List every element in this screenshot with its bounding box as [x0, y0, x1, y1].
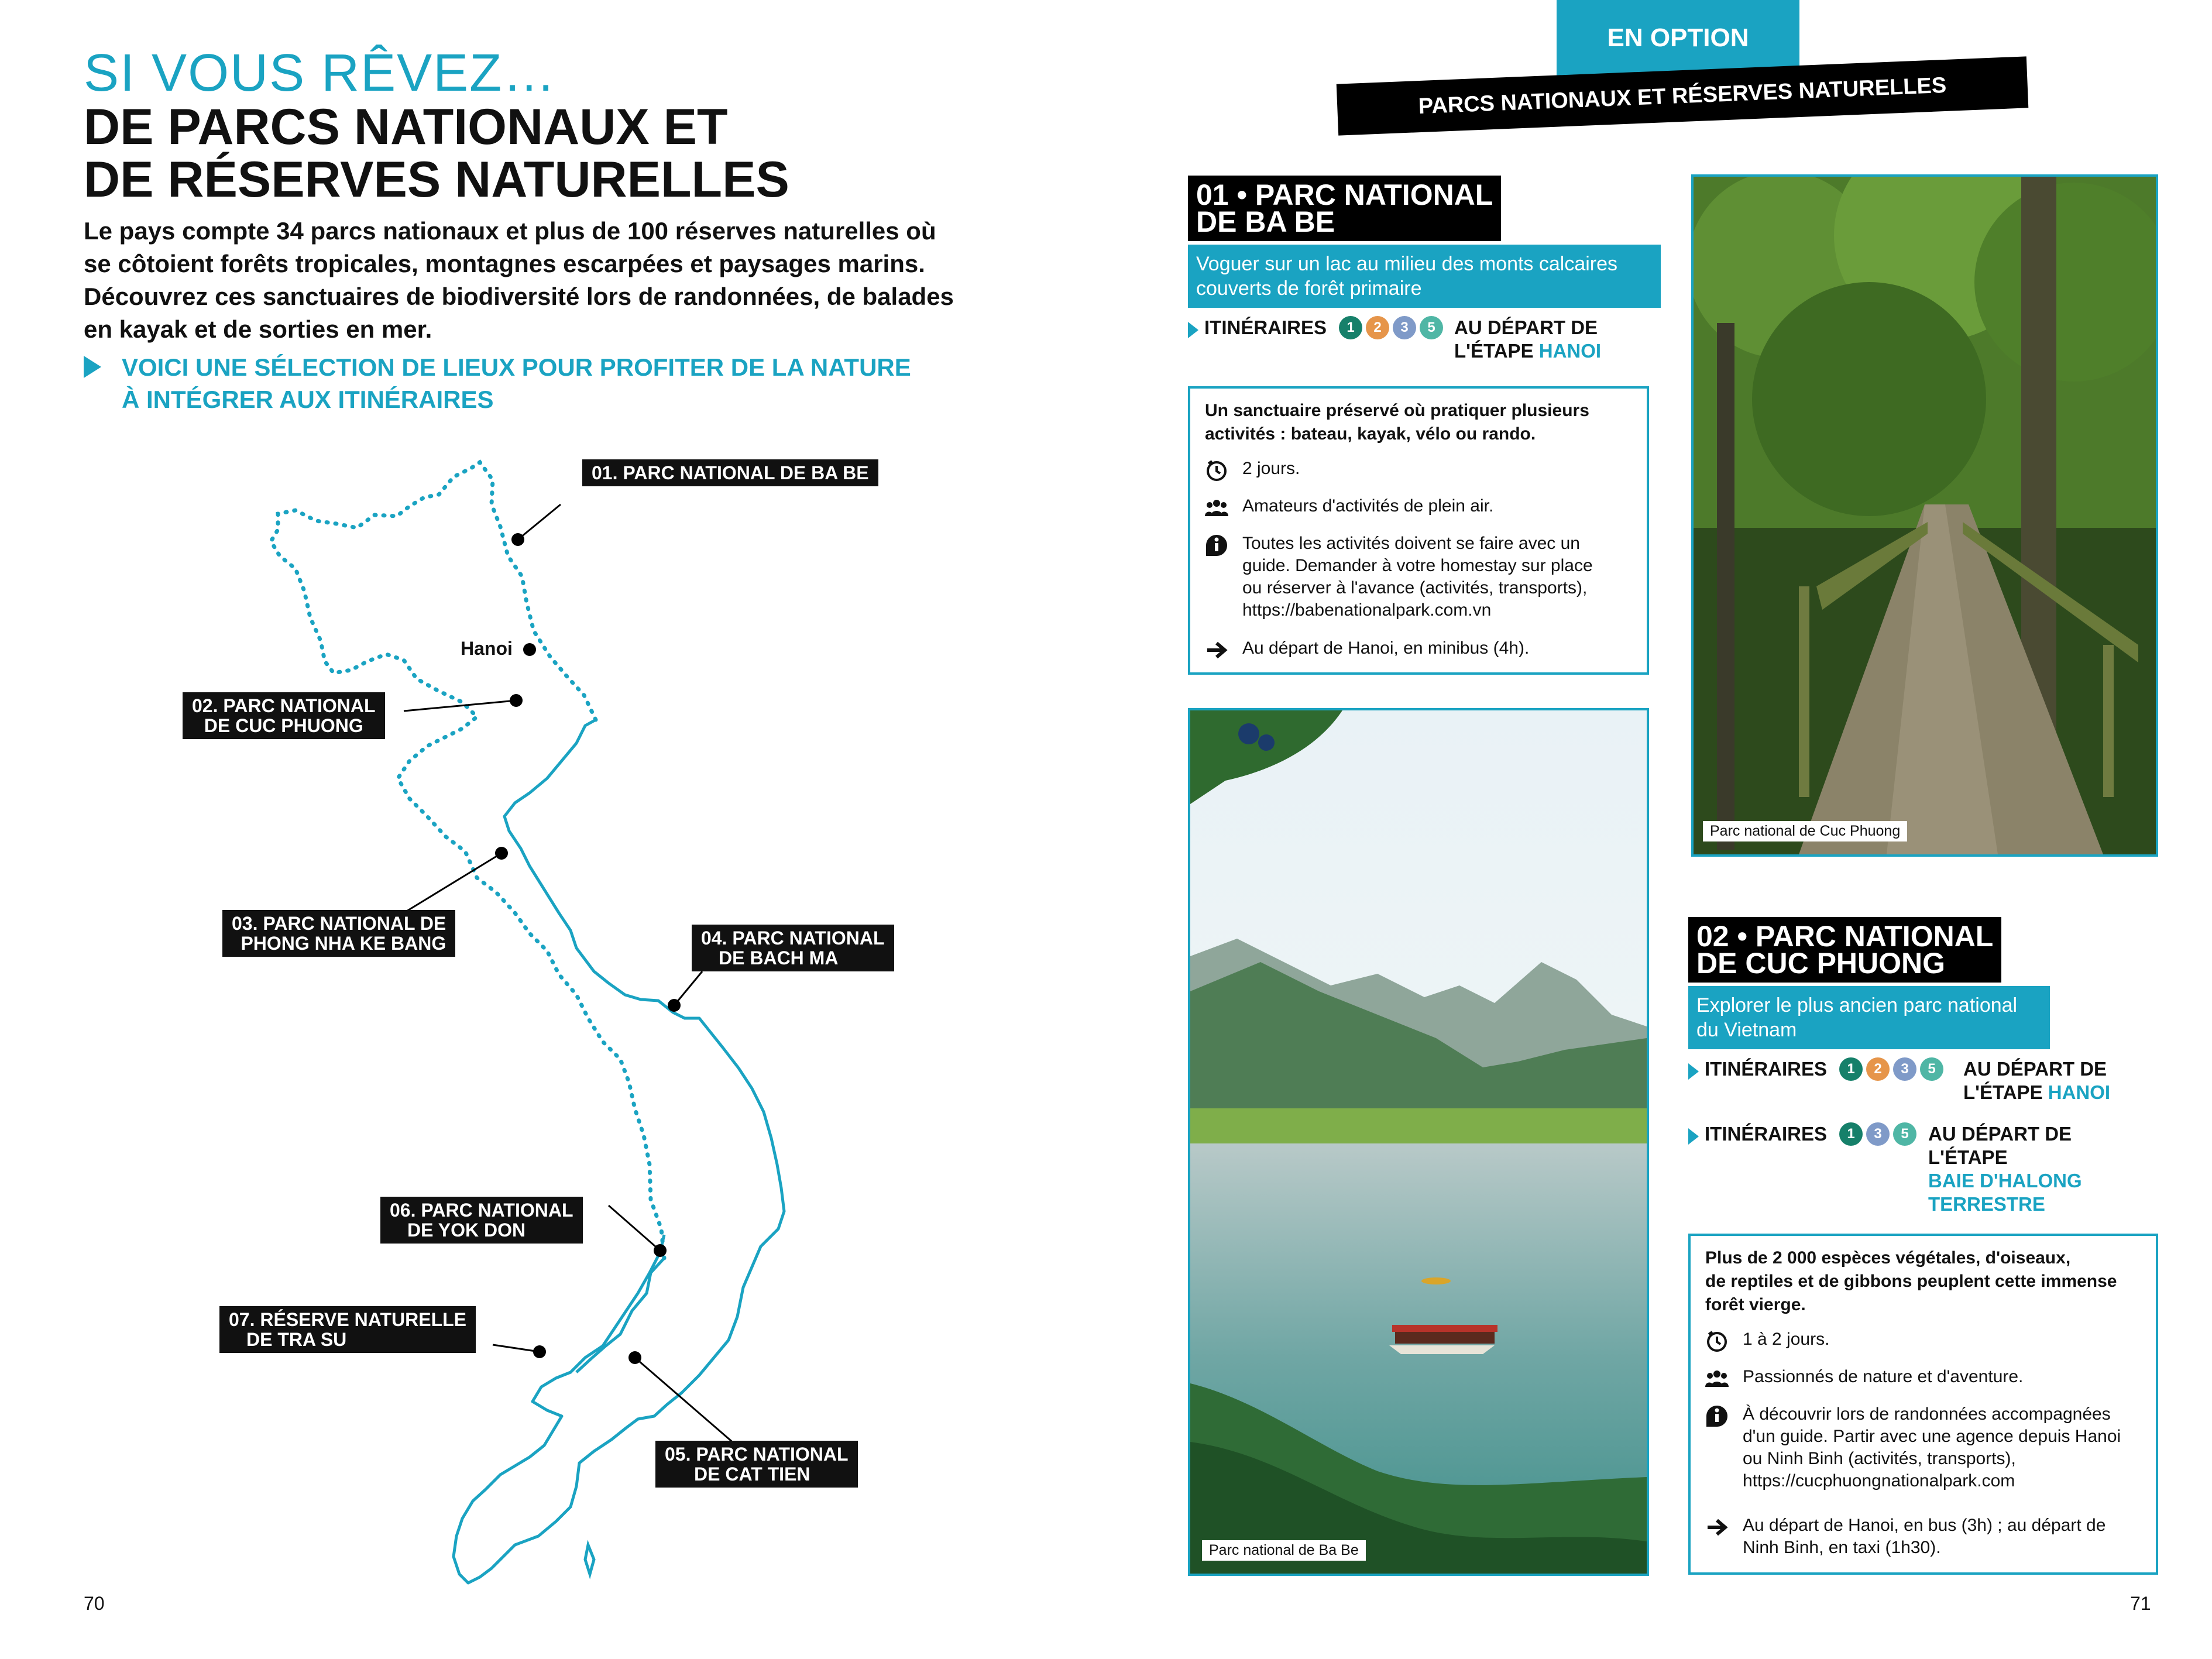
- itinerary-badge-2: 2: [1366, 316, 1389, 339]
- page-number-left: 70: [84, 1593, 105, 1614]
- map-label-yok-don: 06. PARC NATIONAL DE YOK DON: [380, 1197, 583, 1244]
- itinerary-badge-1: 1: [1839, 1122, 1863, 1146]
- map-dot-tra-su: [533, 1345, 546, 1358]
- park2-itinerary-halong: ITINÉRAIRES 1 3 5 AU DÉPART DE L'ÉTAPE BAIE D'HALONG TERRESTRE: [1688, 1122, 2156, 1222]
- park1-title: 01 • PARC NATIONAL DE BA BE: [1188, 176, 1501, 241]
- map-border-north: [271, 462, 664, 1258]
- play-triangle-icon: [1188, 322, 1198, 338]
- map-label-ba-be: 01. PARC NATIONAL DE BA BE: [582, 459, 878, 486]
- map-island: [585, 1545, 594, 1574]
- arrow-right-icon: [1705, 1516, 1729, 1539]
- itinerary-badge-1: 1: [1839, 1057, 1863, 1081]
- map-dot-cat-tien: [628, 1351, 641, 1364]
- page-title: DE PARCS NATIONAUX ET DE RÉSERVES NATURELLES: [84, 99, 789, 208]
- group-icon: [1705, 1367, 1729, 1390]
- map-label-cat-tien: 05. PARC NATIONAL DE CAT TIEN: [655, 1441, 858, 1488]
- park1-subtitle: Voguer sur un lac au milieu des monts calcaires couverts de forêt primaire: [1188, 245, 1661, 308]
- clock-icon: [1205, 459, 1228, 482]
- page-number-right: 71: [2130, 1593, 2151, 1614]
- photo-ba-be: [1188, 708, 1649, 1576]
- info-icon: [1705, 1404, 1729, 1428]
- page-kicker: SI VOUS RÊVEZ…: [84, 44, 557, 102]
- photo-caption-ba-be: Parc national de Ba Be: [1202, 1540, 1366, 1561]
- map-dot-phong-nha: [495, 847, 508, 860]
- park2-subtitle: Explorer le plus ancien parc national du Vietnam: [1688, 986, 2050, 1049]
- itinerary-badge-1: 1: [1339, 316, 1362, 339]
- arrow-right-icon: [1205, 638, 1228, 662]
- park2-info-box: Plus de 2 000 espèces végétales, d'oiseaux, de reptiles et de gibbons peuplent cette immense forêt vierge. 1 à 2 jours. Passionnés de nature et d'aventure. À découvrir lors de randonnées accompagnées d'un guide. Partir avec une agence depuis Hanoi ou Ninh Binh (activités, transports), https://cucphuongnationalpark.com Au départ de Hanoi, en bus (3h) ; au départ de Ninh Binh, en taxi (1h30).: [1688, 1234, 2158, 1575]
- map-label-cuc-phuong: 02. PARC NATIONAL DE CUC PHUONG: [183, 692, 385, 739]
- map-city-hanoi: Hanoi: [461, 638, 513, 659]
- play-triangle-icon: [1688, 1063, 1699, 1080]
- map-dot-bach-ma: [668, 999, 681, 1012]
- itinerary-badge-3: 3: [1393, 316, 1416, 339]
- photo-caption-cuc-phuong: Parc national de Cuc Phuong: [1703, 821, 1907, 841]
- group-icon: [1205, 496, 1228, 520]
- itinerary-badge-3: 3: [1866, 1122, 1890, 1146]
- photo-cuc-phuong: [1691, 174, 2158, 857]
- clock-icon: [1705, 1330, 1729, 1353]
- intro-paragraph: Le pays compte 34 parcs nationaux et plus de 100 réserves naturelles où se côtoient forêts tropicales, montagnes escarpées et paysages marins. Découvrez ces sanctuaires de biodiversité lors de randonnées, de balades en kayak et de sorties en mer.: [84, 217, 954, 343]
- lake-landscape-image: [1190, 710, 1647, 1574]
- itinerary-badge-3: 3: [1893, 1057, 1916, 1081]
- option-tab: EN OPTION: [1557, 0, 1799, 76]
- map-dot-yok-don: [654, 1244, 667, 1257]
- play-triangle-icon: [84, 356, 101, 378]
- park2-title: 02 • PARC NATIONAL DE CUC PHUONG: [1688, 917, 2001, 983]
- map-label-bach-ma: 04. PARC NATIONAL DE BACH MA: [692, 925, 894, 971]
- park1-itinerary: ITINÉRAIRES 1 2 3 5 AU DÉPART DE L'ÉTAPE HANOI: [1188, 316, 1656, 369]
- park1-info-box: Un sanctuaire préservé où pratiquer plusieurs activités : bateau, kayak, vélo ou rando. 2 jours. Amateurs d'activités de plein air. Toutes les activités doivent se faire avec un guide. Demander à votre homestay sur place ou réserver à l'avance (activités, transports), https://babenationalpark.com.vn Au départ de Hanoi, en minibus (4h).: [1188, 386, 1649, 675]
- vietnam-map: [0, 433, 1053, 1592]
- map-label-phong-nha: 03. PARC NATIONAL DE PHONG NHA KE BANG: [222, 910, 455, 957]
- play-triangle-icon: [1688, 1128, 1699, 1145]
- park2-itinerary-hanoi: ITINÉRAIRES 1 2 3 5 AU DÉPART DE L'ÉTAPE HANOI: [1688, 1057, 2156, 1110]
- itinerary-badge-2: 2: [1866, 1057, 1890, 1081]
- forest-path-image: [1694, 177, 2156, 854]
- itinerary-badge-5: 5: [1920, 1057, 1943, 1081]
- itinerary-badge-5: 5: [1420, 316, 1443, 339]
- map-dot-ba-be: [511, 533, 524, 546]
- option-ribbon: PARCS NATIONAUX ET RÉSERVES NATURELLES: [1337, 56, 2029, 135]
- map-label-tra-su: 07. RÉSERVE NATURELLE DE TRA SU: [219, 1306, 476, 1353]
- map-dot-hanoi: [523, 643, 536, 656]
- itinerary-badge-5: 5: [1893, 1122, 1916, 1146]
- map-dot-cuc-phuong: [510, 694, 523, 707]
- info-icon: [1205, 534, 1228, 557]
